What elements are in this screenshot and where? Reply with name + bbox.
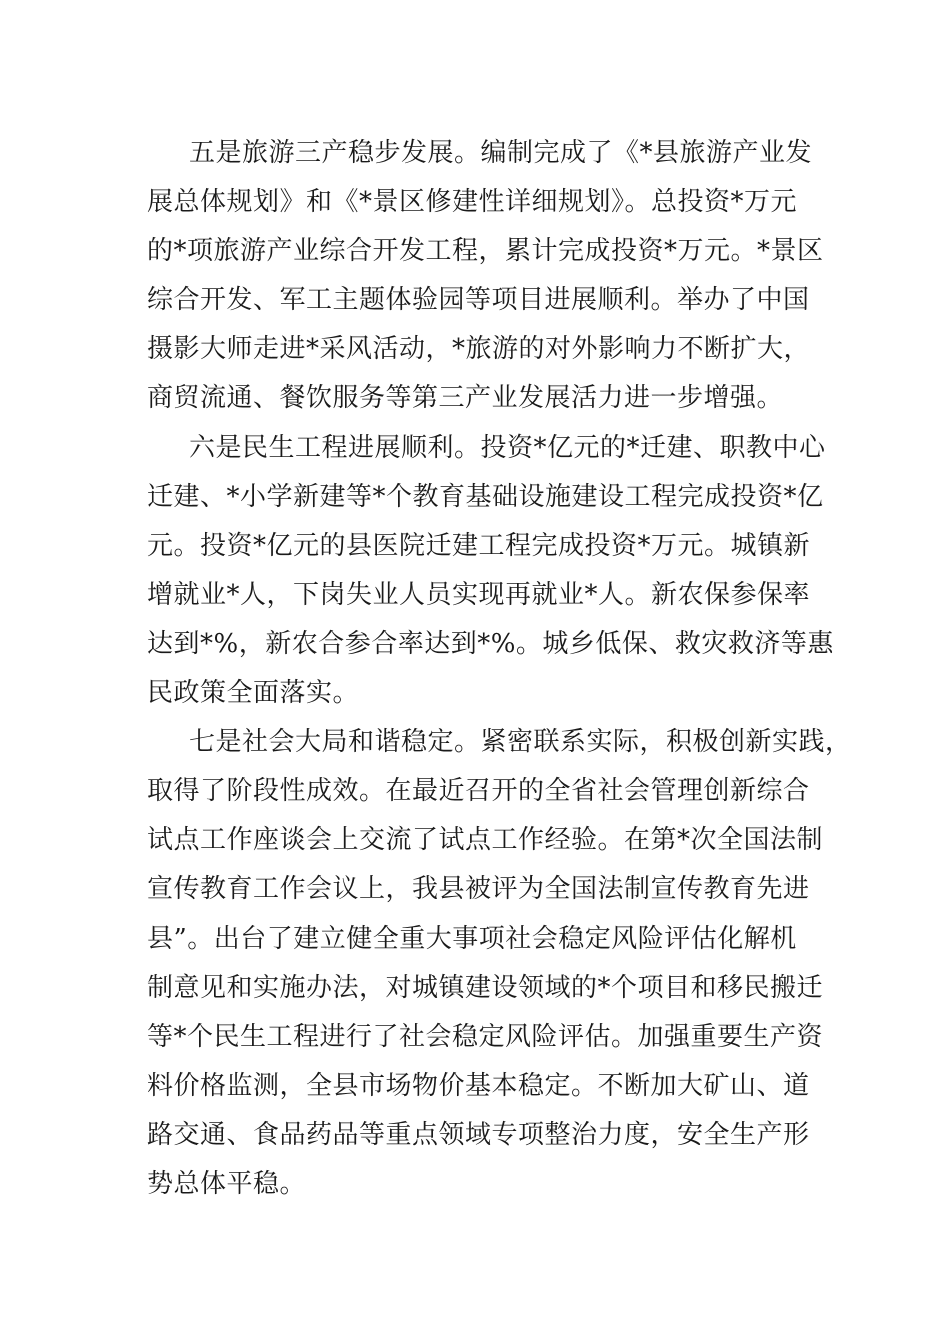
text-line: 的*项旅游产业综合开发工程，累计完成投资*万元。*景区 — [147, 236, 824, 267]
text-line: 县”。出台了建立健全重大事项社会稳定风险评估化解机 — [147, 923, 797, 954]
text-line: 元。投资*亿元的县医院迁建工程完成投资*万元。城镇新 — [147, 530, 811, 561]
text-line: 制意见和实施办法，对城镇建设领域的*个项目和移民搬迁 — [147, 972, 824, 1003]
text-line: 六是民生工程进展顺利。投资*亿元的*迁建、职教中心 — [189, 432, 826, 463]
text-line: 路交通、食品药品等重点领域专项整治力度，安全生产形 — [147, 1119, 810, 1150]
text-line: 宣传教育工作会议上，我县被评为全国法制宣传教育先进 — [147, 874, 810, 905]
text-line: 等*个民生工程进行了社会稳定风险评估。加强重要生产资 — [147, 1021, 824, 1052]
text-line: 商贸流通、餐饮服务等第三产业发展活力进一步增强。 — [147, 383, 784, 414]
text-line: 展总体规划》和《*景区修建性详细规划》。总投资*万元 — [147, 187, 798, 218]
text-line: 七是社会大局和谐稳定。紧密联系实际，积极创新实践， — [189, 727, 852, 758]
text-line: 综合开发、军工主题体验园等项目进展顺利。举办了中国 — [147, 285, 810, 316]
text-line: 试点工作座谈会上交流了试点工作经验。在第*次全国法制 — [147, 825, 824, 856]
text-line: 取得了阶段性成效。在最近召开的全省社会管理创新综合 — [147, 776, 810, 807]
document-body — [147, 129, 852, 1209]
text-line: 料价格监测，全县市场物价基本稳定。不断加大矿山、道 — [147, 1070, 810, 1101]
text-line: 民政策全面落实。 — [147, 678, 360, 709]
text-line: 摄影大师走进*采风活动，*旅游的对外影响力不断扩大， — [147, 334, 811, 365]
text-line: 达到*%，新农合参合率达到*%。城乡低保、救灾救济等惠 — [147, 628, 834, 659]
paragraph-tourism — [147, 129, 827, 424]
paragraph-livelihood — [147, 424, 834, 719]
text-line: 五是旅游三产稳步发展。编制完成了《*县旅游产业发 — [189, 138, 813, 168]
paragraph-social-stability — [147, 718, 852, 1209]
text-line: 迁建、*小学新建等*个教育基础设施建设工程完成投资*亿 — [147, 481, 824, 512]
text-line: 增就业*人，下岗失业人员实现再就业*人。新农保参保率 — [147, 579, 811, 610]
text-line: 势总体平稳。 — [147, 1168, 307, 1199]
